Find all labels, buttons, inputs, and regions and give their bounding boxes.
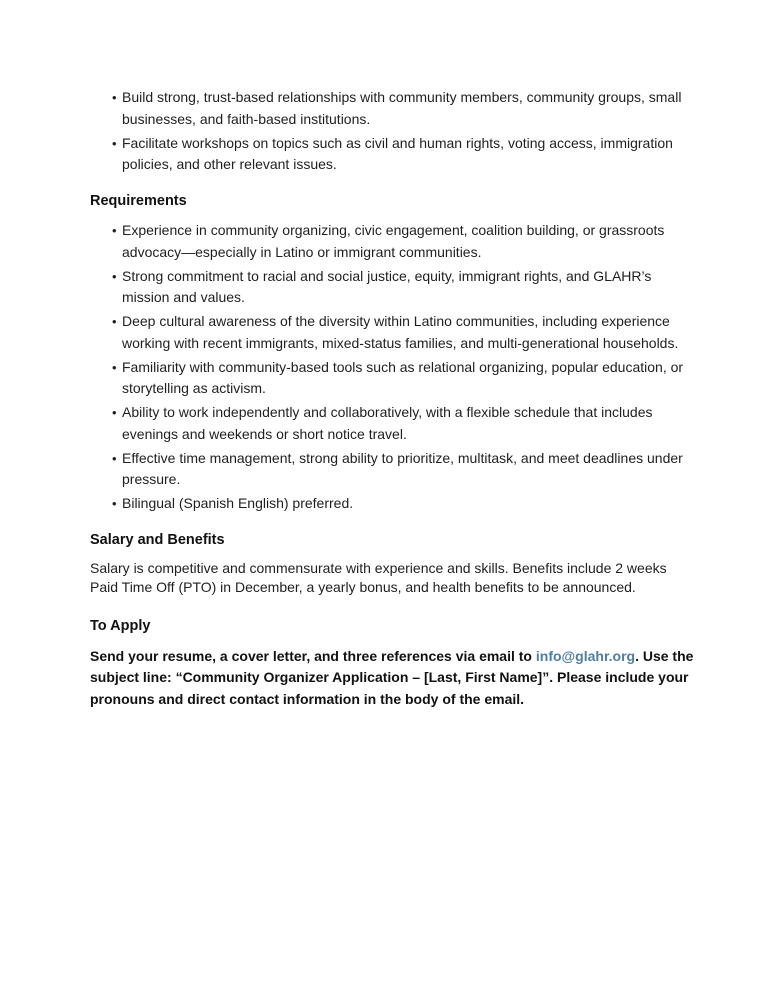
bullet-icon <box>112 402 120 424</box>
list-item <box>113 357 694 400</box>
bullet-icon <box>112 448 120 470</box>
email-link[interactable]: info@glahr.org <box>535 647 636 664</box>
list-item-text: Build strong, trust-based relationships with community members, community groups, small businesses, and faith-based institutions. <box>122 89 682 127</box>
bullet-icon <box>112 311 120 333</box>
list-item <box>113 493 694 515</box>
list-item <box>113 448 694 491</box>
list-item-text: Experience in community organizing, civic engagement, coalition building, or grassroots advocacy—especially in Latino or immigrant communities. <box>122 222 665 260</box>
list-item-text: Familiarity with community-based tools such as relational organizing, popular education, or storytelling as activism. <box>122 358 684 396</box>
list-item <box>113 220 694 263</box>
list-item <box>113 266 694 309</box>
list-item-text: Bilingual (Spanish English) preferred. <box>122 495 354 511</box>
bullet-icon <box>112 357 120 379</box>
list-item-text: Strong commitment to racial and social justice, equity, immigrant rights, and GLAHR’s mission and values. <box>122 267 652 305</box>
section-heading-requirements: Requirements <box>90 192 187 209</box>
salary-paragraph: Salary is competitive and commensurate with experience and skills. Benefits include 2 weeks Paid Time Off (PTO) in December, a yearly bonus, and health benefits to be announced. <box>90 560 667 595</box>
list-item <box>113 133 694 176</box>
bullet-icon <box>112 87 120 109</box>
bullet-icon <box>112 133 120 155</box>
bullet-icon <box>112 220 120 242</box>
list-item-text: Deep cultural awareness of the diversity within Latino communities, including experience working with recent immigrants, mixed-status families, and multi-generational households. <box>122 313 679 351</box>
apply-text-after: . Use the subject line: “Community Organizer Application – [Last, First Name]”. Please include your pronouns and direct contact information in the body of the email. <box>90 647 694 707</box>
list-item-text: Ability to work independently and collaboratively, with a flexible schedule that includes evenings and weekends or short notice travel. <box>122 404 653 442</box>
section-heading-salary: Salary and Benefits <box>90 531 225 548</box>
list-item <box>113 402 694 445</box>
list-item-text: Facilitate workshops on topics such as civil and human rights, voting access, immigration policies, and other relevant issues. <box>122 134 673 172</box>
responsibilities-list <box>90 87 694 176</box>
bullet-icon <box>112 266 120 288</box>
list-item <box>113 311 694 354</box>
section-heading-apply: To Apply <box>90 618 151 634</box>
apply-paragraph <box>90 646 694 711</box>
list-item <box>113 87 694 130</box>
apply-text-before: Send your resume, a cover letter, and three references via email to <box>90 647 536 664</box>
requirements-list <box>90 220 694 515</box>
bullet-icon <box>112 493 120 515</box>
list-item-text: Effective time management, strong ability to prioritize, multitask, and meet deadlines under pressure. <box>122 449 683 487</box>
